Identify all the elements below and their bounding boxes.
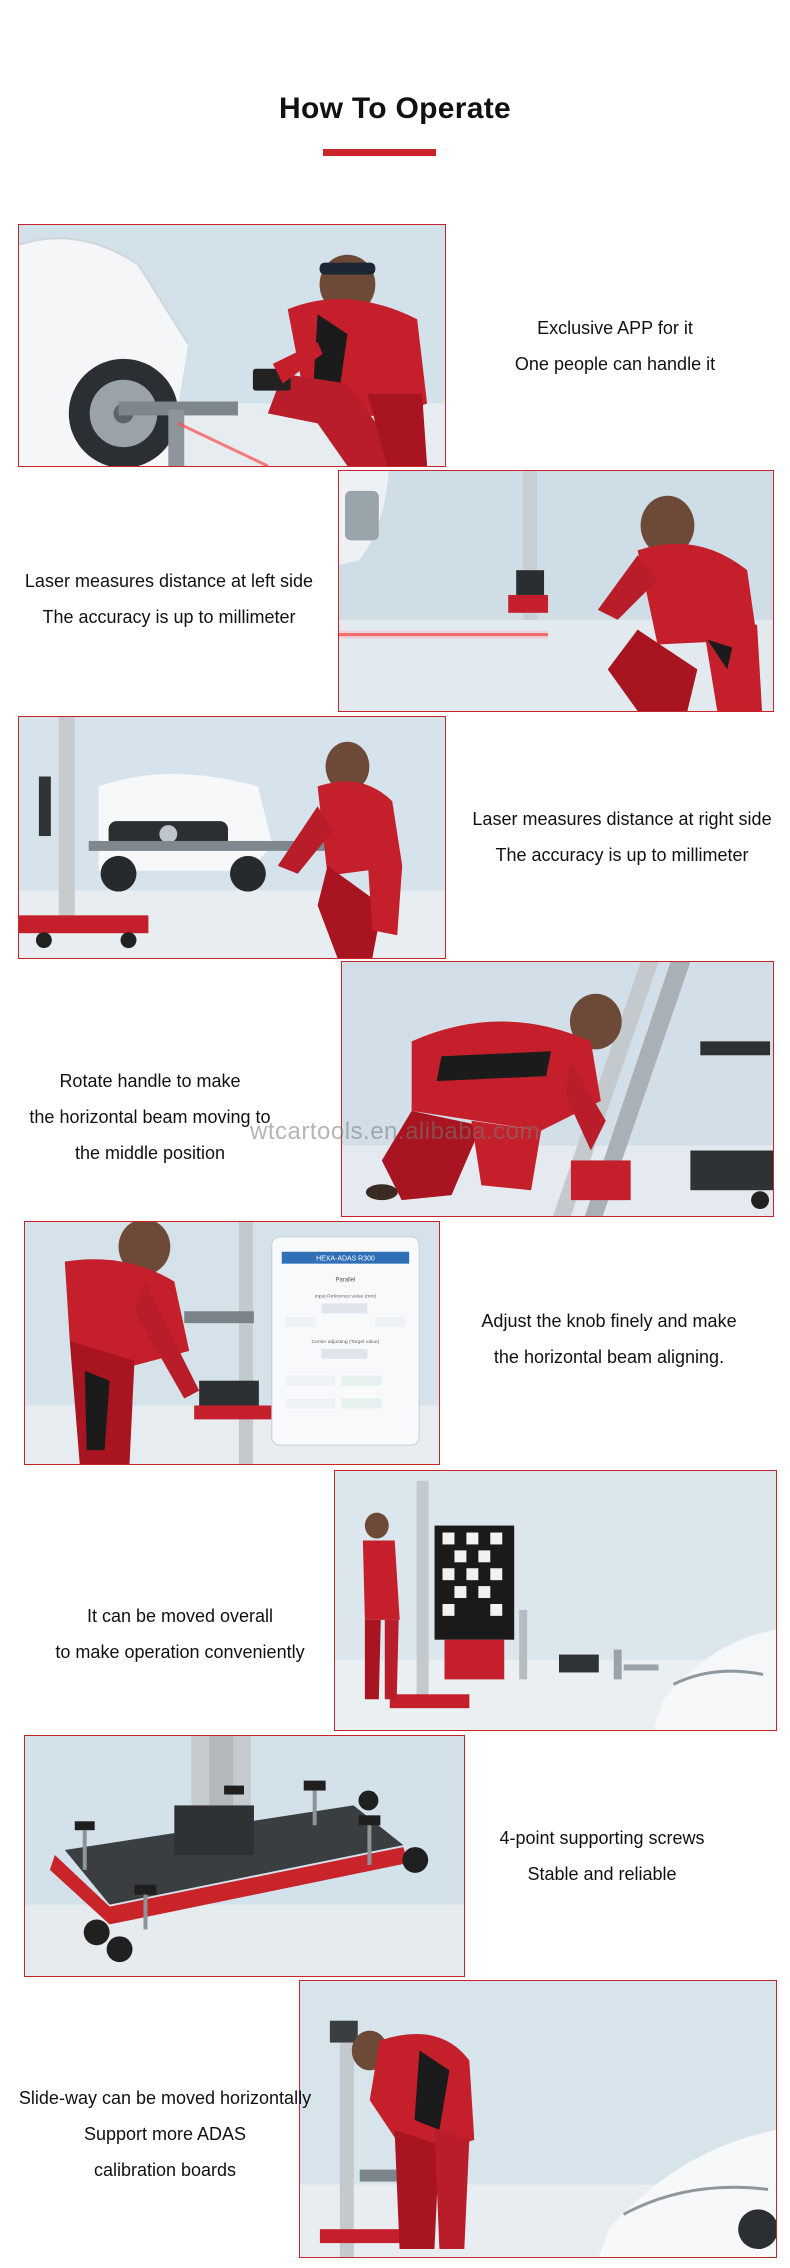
step-photo-laser-left	[338, 470, 774, 712]
step-photo-laser-right	[18, 716, 446, 959]
step-caption-support-screws	[470, 1820, 734, 1892]
step-photo-app	[18, 224, 446, 467]
step-caption-move-overall	[20, 1598, 340, 1670]
step-photo-move-overall	[334, 1470, 777, 1731]
step-caption-rotate-handle	[0, 1063, 300, 1171]
page-title: How To Operate	[279, 92, 511, 125]
step-caption-app	[460, 310, 770, 382]
step-caption-adjust-knob	[444, 1303, 774, 1375]
caption-line: the horizontal beam moving to	[29, 1107, 271, 1127]
step-caption-laser-right	[454, 801, 790, 873]
caption-line: the middle position	[74, 1143, 226, 1163]
step-photo-slide-way	[299, 1980, 777, 2258]
step-caption-laser-left	[0, 563, 338, 635]
title-underline	[323, 149, 436, 156]
caption-line: the horizontal beam aligning.	[493, 1347, 725, 1367]
caption-line: The accuracy is up to millimeter	[495, 845, 749, 865]
caption-line: The accuracy is up to millimeter	[42, 607, 296, 627]
step-caption-slide-way	[0, 2080, 330, 2188]
caption-line: Laser measures distance at right side	[472, 809, 772, 829]
caption-line: One people can handle it	[514, 354, 716, 374]
caption-line: calibration boards	[93, 2160, 237, 2180]
caption-line: Laser measures distance at left side	[24, 571, 314, 591]
caption-line: It can be moved overall	[86, 1606, 274, 1626]
watermark: wtcartools.en.alibaba.com	[250, 1118, 540, 1145]
step-photo-support-screws	[24, 1735, 465, 1977]
tablet-brand: HEXA-ADAS R300	[316, 1255, 375, 1263]
step-photo-rotate-handle	[341, 961, 774, 1217]
caption-line: to make operation conveniently	[55, 1642, 305, 1662]
caption-line: Adjust the knob finely and make	[481, 1311, 737, 1331]
tablet-heading: Parallel	[335, 1277, 356, 1284]
caption-line: Stable and reliable	[527, 1864, 677, 1884]
caption-line: 4-point supporting screws	[499, 1828, 705, 1848]
caption-line: Support more ADAS	[83, 2124, 247, 2144]
tablet-row1: Input Reference value (mm)	[314, 1294, 377, 1300]
step-photo-adjust-knob	[24, 1221, 440, 1465]
caption-line: Exclusive APP for it	[537, 318, 693, 338]
caption-line: Rotate handle to make	[59, 1071, 241, 1091]
tablet-row2: Center adjusting (Target value)	[311, 1340, 380, 1345]
caption-line: Slide-way can be moved horizontally	[18, 2088, 312, 2108]
